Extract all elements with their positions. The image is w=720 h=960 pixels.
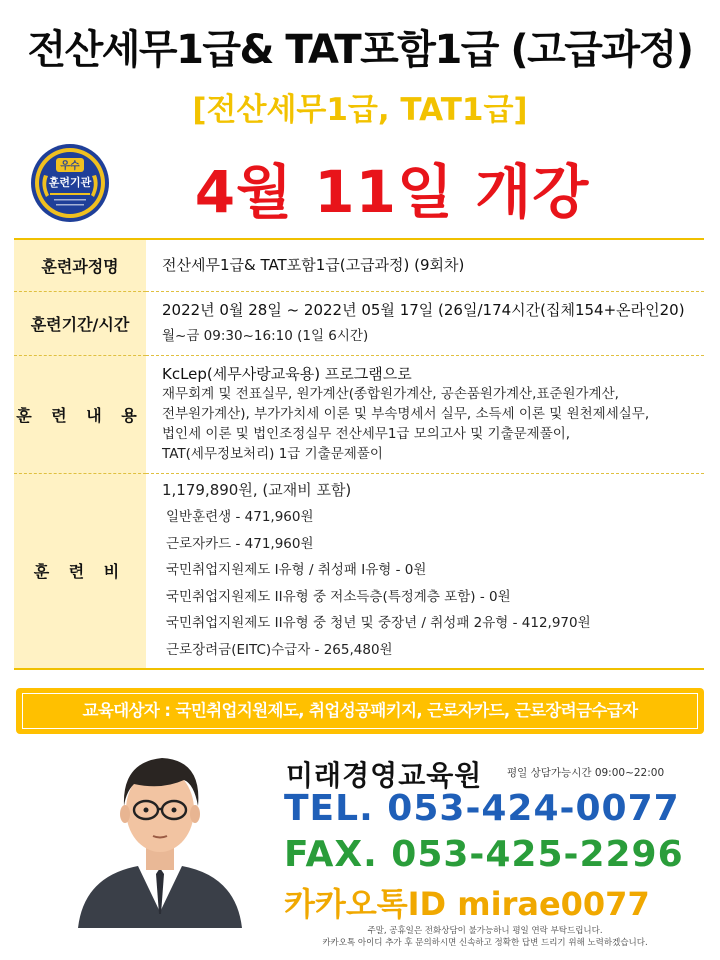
telephone-number[interactable]: TEL. 053-424-0077 [284, 788, 680, 829]
course-info-table [14, 238, 704, 670]
page-title: 전산세무1급& TAT포함1급 (고급과정) [27, 27, 693, 73]
row-course-name [14, 239, 704, 291]
contact-notes [250, 925, 720, 949]
seal-word-1: 우수 [60, 161, 80, 172]
note-line: 주말, 공휴일은 전화상담이 불가능하니 평일 연락 부탁드립니다. [367, 926, 603, 936]
kakaotalk-id[interactable]: 카카오톡ID mirae0077 [284, 885, 650, 923]
consult-hours: 평일 상담가능시간 09:00~22:00 [507, 767, 665, 779]
note-line: 카카오톡 아이디 추가 후 문의하시면 신속하고 정확한 답변 드리기 위해 노력하겠습니다. [322, 938, 648, 948]
content-line: 법인세 이론 및 법인조정실무 전산세무1급 모의고사 및 기출문제풀이, [162, 426, 571, 442]
content-label: 훈 련 내 용 [14, 355, 146, 473]
row-period [14, 291, 704, 355]
cost-line: 국민취업지원제도 II유형 중 저소득층(특정계층 포함) - 0원 [166, 588, 511, 605]
schedule-value: 월~금 09:30~16:10 (1일 6시간) [162, 328, 369, 344]
target-audience-text: 교육대상자 : 국민취업지원제도, 취업성공패키지, 근로자카드, 근로장려금수급자 [22, 693, 698, 729]
cost-label: 훈 련 비 [14, 473, 146, 669]
cost-line: 근로장려금(EITC)수급자 - 265,480원 [166, 641, 393, 658]
row-content [14, 355, 704, 473]
course-name-value: 전산세무1급& TAT포함1급(고급과정) (9회차) [162, 255, 465, 274]
target-audience-banner [16, 688, 704, 734]
cost-line: 국민취업지원제도 II유형 중 청년 및 중장년 / 취성패 2유형 - 412,970원 [166, 615, 591, 632]
content-line: TAT(세무정보처리) 1급 기출문제풀이 [162, 446, 383, 462]
content-line: 재무회계 및 전표실무, 원가계산(종합원가계산, 공손품원가계산,표준원가계산, [162, 386, 619, 402]
institute-name: 미래경영교육원 [286, 759, 483, 792]
content-program: KcLep(세무사랑교육용) 프로그램으로 [162, 365, 412, 383]
cost-line: 국민취업지원제도 I유형 / 취성패 I유형 - 0원 [166, 562, 427, 579]
cost-line: 근로자카드 - 471,960원 [166, 535, 314, 552]
opening-date: 4월 11일 개강 [194, 158, 590, 226]
seal-word-2: 훈련기관 [48, 176, 92, 189]
page-subtitle: [전산세무1급, TAT1급] [192, 92, 528, 128]
content-line: 전부원가계산), 부가가치세 이론 및 부속명세서 실무, 소득세 이론 및 원천제세실무, [162, 406, 650, 422]
course-name-label: 훈련과정명 [14, 239, 146, 291]
fax-number: FAX. 053-425-2296 [284, 834, 684, 875]
cost-line: 일반훈련생 - 471,960원 [166, 509, 314, 526]
instructor-illustration [60, 748, 260, 928]
period-label: 훈련기간/시간 [14, 291, 146, 355]
excellent-training-institution-seal [30, 143, 110, 223]
cost-total: 1,179,890원, (교재비 포함) [162, 481, 352, 500]
row-cost [14, 473, 704, 669]
period-value: 2022년 0월 28일 ~ 2022년 05월 17일 (26일/174시간(집체154+온라인20) [162, 301, 685, 319]
